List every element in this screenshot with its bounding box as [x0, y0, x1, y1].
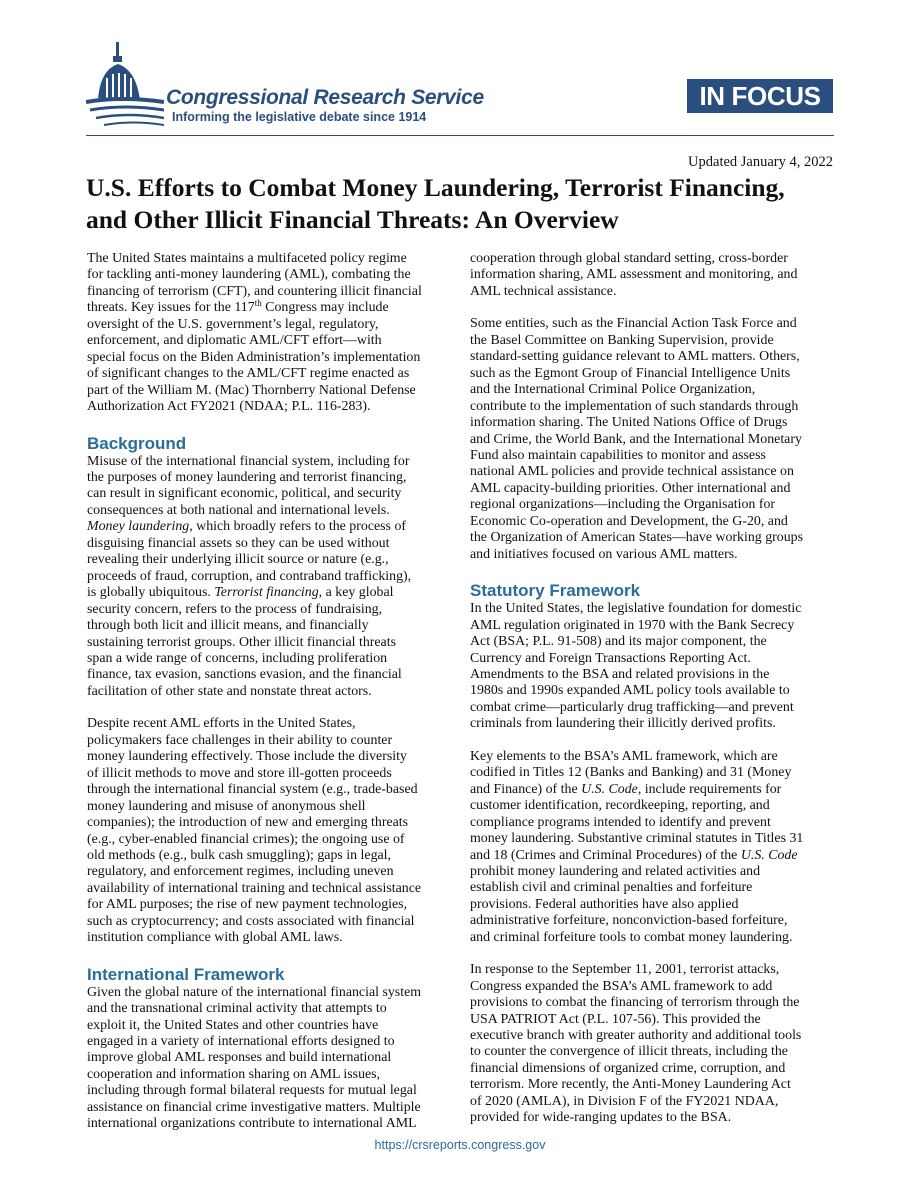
in-focus-badge: IN FOCUS [687, 79, 833, 113]
text-line: In the United States, the legislative foundation for domestic [470, 601, 802, 617]
left-column [87, 251, 451, 1133]
text-line: sustaining terrorist groups. Other illicit financial threats [87, 634, 396, 650]
text-line: including through formal bilateral requests for mutual legal [87, 1083, 417, 1099]
header-divider [86, 135, 834, 136]
text-line: special focus on the Biden Administration’s implementation [87, 349, 421, 365]
text-line: combat crime—particularly drug trafficking—and prevent [470, 699, 794, 715]
text-line: Misuse of the international financial system, including for [87, 453, 410, 469]
organization-tagline: Informing the legislative debate since 1914 [172, 110, 427, 124]
text-line: such as cryptocurrency; and costs associated with financial [87, 913, 415, 929]
text-line: the Organization of American States—have working groups [470, 530, 804, 546]
title-line: U.S. Efforts to Combat Money Laundering, Terrorist Financing, [86, 173, 785, 202]
text-line: and Finance) of the U.S. Code, include requirements for [470, 781, 782, 797]
text-line: enforcement, and diplomatic AML/CFT effort—with [87, 333, 382, 349]
background-heading: Background [87, 433, 187, 453]
organization-name: Congressional Research Service [166, 86, 484, 109]
text-line: exploit it, the United States and other countries have [87, 1017, 379, 1033]
text-line: oversight of the U.S. government’s legal, regulatory, [87, 316, 379, 332]
text-line: money laundering. Substantive criminal statutes in Titles 31 [470, 831, 804, 847]
text-line: the purposes of money laundering and terrorist financing, [87, 469, 407, 485]
text-line: national AML policies and provide technical assistance on [470, 464, 794, 480]
capitol-dome-logo-icon [86, 40, 164, 130]
text-line: span a wide range of concerns, including proliferation [87, 650, 388, 666]
text-line: cooperation through global standard setting, cross-border [470, 251, 788, 266]
text-line: AML capacity-building priorities. Other international and [470, 480, 791, 496]
text-line: information sharing, AML assessment and monitoring, and [470, 267, 798, 283]
text-line: codified in Titles 12 (Banks and Banking) and 31 (Money [470, 765, 792, 781]
international-paragraph-continued [470, 251, 834, 300]
text-line: consequences at both national and international levels. [87, 502, 390, 518]
background-paragraph [87, 716, 451, 946]
text-line: financial dimensions of organized crime, corruption, and [470, 1060, 786, 1076]
text-line: provisions. Federal authorities have also applied [470, 896, 739, 912]
text-line: Money laundering, which broadly refers to the process of [87, 519, 407, 535]
text-line: USA PATRIOT Act (P.L. 107-56). This provided the [470, 1011, 761, 1027]
text-line: Currency and Foreign Transactions Reporting Act. [470, 650, 751, 666]
text-line: cooperation and information sharing on AML issues, [87, 1066, 381, 1082]
text-line: Given the global nature of the international financial system [87, 984, 422, 1000]
statutory-heading: Statutory Framework [470, 581, 641, 601]
text-line: and initiatives focused on various AML matters. [470, 546, 738, 562]
text-line: administrative forfeiture, nonconviction-based forfeiture, [470, 913, 788, 929]
text-line: regional organizations—including the Organisation for [470, 497, 776, 513]
text-line: and Crime, the World Bank, and the International Monetary [470, 431, 802, 447]
text-line: Despite recent AML efforts in the United States, [87, 716, 356, 732]
footer-url-link[interactable]: https://crsreports.congress.gov [374, 1138, 546, 1152]
text-line: money laundering and misuse of anonymous shell [87, 798, 366, 814]
text-line: (e.g., cyber-enabled financial crimes); the ongoing use of [87, 831, 405, 847]
text-line: of significant changes to the AML/CFT regime enacted as [87, 366, 410, 382]
text-line: and the International Criminal Police Organization, [470, 382, 756, 398]
text-line: can result in significant economic, political, and security [87, 486, 402, 502]
text-line: In response to the September 11, 2001, terrorist attacks, [470, 962, 780, 978]
text-line: terrorism. More recently, the Anti-Money Laundering Act [470, 1077, 791, 1093]
text-line: through the international financial system (e.g., trade-based [87, 782, 418, 798]
text-line: contribute to the implementation of such standards through [470, 398, 799, 414]
text-line: assistance on financial crime investigative matters. Multiple [87, 1099, 421, 1115]
text-line: improve global AML responses and build international [87, 1050, 392, 1066]
text-line: 1980s and 1990s expanded AML policy tools available to [470, 683, 790, 699]
text-line: money laundering effectively. Those include the diversity [87, 749, 407, 765]
text-line: provided for wide-ranging updates to the BSA. [470, 1110, 732, 1126]
intro-paragraph [87, 251, 451, 416]
updated-date: Updated January 4, 2022 [688, 154, 833, 170]
text-line: AML technical assistance. [470, 283, 617, 299]
text-line: such as the Egmont Group of Financial Intelligence Units [470, 365, 791, 381]
text-line: institution compliance with global AML laws. [87, 930, 343, 946]
text-line: Authorization Act FY2021 (NDAA; P.L. 116-283). [87, 399, 371, 415]
right-column [470, 251, 834, 1127]
text-line: executive branch with greater authority and additional tools [470, 1028, 802, 1044]
document-title [86, 172, 846, 236]
text-line: part of the William M. (Mac) Thornberry National Defense [87, 382, 416, 398]
text-line: regulatory, and enforcement regimes, including uneven [87, 864, 394, 880]
text-line: standard-setting guidance relevant to AML matters. Others, [470, 349, 800, 365]
text-line: Economic Co-operation and Development, the G-20, and [470, 513, 788, 529]
text-line: the Basel Committee on Banking Supervision, provide [470, 332, 774, 348]
text-line: for tackling anti-money laundering (AML), combating the [87, 267, 411, 283]
text-line: proceeds of fraud, corruption, and contraband trafficking), [87, 568, 412, 584]
text-line: financing of terrorism (CFT), and countering illicit financial [87, 283, 422, 299]
international-paragraph [87, 985, 451, 1133]
text-line: facilitation of other state and nonstate threat actors. [87, 683, 372, 699]
text-line: and 18 (Crimes and Criminal Procedures) of the U.S. Code [470, 847, 798, 863]
text-line: security concern, refers to the process of fundraising, [87, 601, 383, 617]
text-line: AML regulation originated in 1970 with the Bank Secrecy [470, 617, 795, 633]
text-line: criminals from laundering their illicitly derived profits. [470, 716, 776, 732]
statutory-paragraph [470, 601, 834, 733]
text-line: to counter the convergence of illicit threats, including the [470, 1044, 788, 1060]
statutory-paragraph [470, 749, 834, 946]
text-line: Act (BSA; P.L. 91-508) and its major component, the [470, 634, 767, 650]
text-line: Amendments to the BSA and related provisions in the [470, 666, 770, 682]
text-line: The United States maintains a multifaceted policy regime [87, 251, 407, 266]
text-line: international organizations contribute to international AML [87, 1116, 417, 1132]
text-line: of 2020 (AMLA), in Division F of the FY2021 NDAA, [470, 1093, 779, 1109]
statutory-paragraph [470, 962, 834, 1127]
text-line: through both licit and illicit means, and financially [87, 618, 369, 634]
text-line: and criminal forfeiture tools to combat money laundering. [470, 929, 793, 945]
text-line: old methods (e.g., bulk cash smuggling); gaps in legal, [87, 847, 392, 863]
text-line: of illicit methods to move and store ill-gotten proceeds [87, 765, 392, 781]
text-line: companies); the introduction of new and emerging threats [87, 815, 409, 831]
text-line: Fund also maintain capabilities to monitor and assess [470, 447, 766, 463]
text-line: prohibit money laundering and related activities and [470, 863, 761, 879]
text-line: policymakers face challenges in their ability to counter [87, 732, 393, 748]
text-line: threats. Key issues for the 117th Congress may include [87, 298, 389, 316]
text-line: disguising financial assets so they can be used without [87, 535, 390, 551]
text-line: finance, tax evasion, sanctions evasion, and the financial [87, 667, 402, 683]
international-heading: International Framework [87, 964, 285, 984]
text-line: revealing their underlying illicit source or nature (e.g., [87, 552, 389, 568]
background-paragraph [87, 454, 451, 701]
text-line: availability of international training and technical assistance [87, 880, 422, 896]
text-line: for AML purposes; the rise of new payment technologies, [87, 897, 408, 913]
title-line: and Other Illicit Financial Threats: An Overview [86, 205, 619, 234]
text-line: customer identification, recordkeeping, reporting, and [470, 798, 770, 814]
text-line: Congress expanded the BSA’s AML framework to add [470, 978, 773, 994]
international-paragraph [470, 316, 834, 563]
text-line: Some entities, such as the Financial Action Task Force and [470, 316, 797, 332]
text-line: is globally ubiquitous. Terrorist financing, a key global [87, 585, 394, 601]
text-line: provisions to combat the financing of terrorism through the [470, 995, 800, 1011]
text-line: and the transnational criminal activity that attempts to [87, 1001, 387, 1017]
text-line: Key elements to the BSA’s AML framework, which are [470, 748, 778, 764]
text-line: compliance programs intended to identify and prevent [470, 814, 771, 830]
text-line: information sharing. The United Nations Office of Drugs [470, 415, 788, 431]
text-line: establish civil and criminal penalties and forfeiture [470, 880, 753, 896]
text-line: engaged in a variety of international efforts designed to [87, 1034, 395, 1050]
